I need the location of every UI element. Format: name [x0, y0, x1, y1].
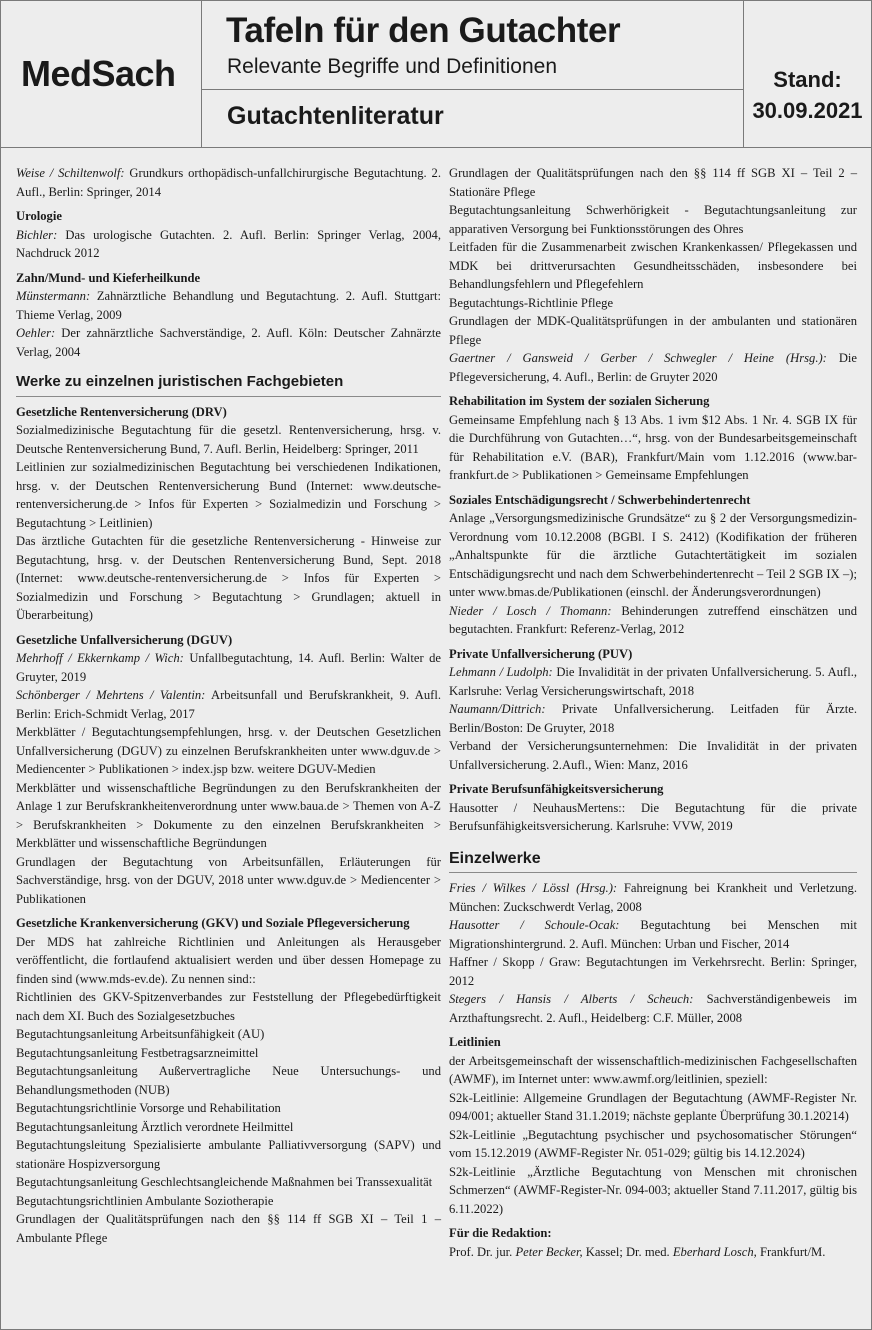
- logo: MedSach: [21, 53, 176, 94]
- page-title: Tafeln für den Gutachter: [226, 11, 621, 50]
- list-item: Der MDS hat zahlreiche Richtlinien und Anleitungen als Herausgeber veröffentlicht, die fortlaufend aktualisiert werden und über dessen Homepage zu finden sind (www.mds-ev.de). Zu nennen sind::: [16, 934, 441, 986]
- reference-text: Arbeitsunfall und Berufskrankheit, 9. Aufl. Berlin: Erich-Schmidt Verlag, 2017: [16, 688, 441, 721]
- list-item: Begutachtungsleitung Spezialisierte ambulante Palliativversorgung (SAPV) und stationäre Hospizversorgung: [16, 1138, 441, 1171]
- list-item: Anlage „Versorgungsmedizinische Grundsätze“ zu § 2 der Versorgungsmedizin-Verordnung vom 10.12.2008 (BGBl. I S. 2412) (Kodifikation der früheren „Anhaltspunkte für die ärztliche Gutachtertätigkeit im sozialen Entschädigungsrecht und nach dem Schwerbehindertenrecht – Teil 2 SGB IX –); unter www.bmas.de/Publikationen (einschl. der Änderungsverordnungen): [449, 511, 857, 599]
- reference-text: Die Pflegeversicherung, 4. Aufl., Berlin: de Gruyter 2020: [449, 351, 858, 384]
- left-column: [16, 164, 441, 1247]
- list-item: [16, 649, 441, 686]
- reference-text: Private Unfallversicherung. Leitfaden für Ärzte. Berlin/Boston: De Gruyter, 2018: [449, 702, 857, 735]
- list-item: Begutachtungs-Richtlinie Pflege: [449, 295, 614, 310]
- list-item: [449, 916, 857, 953]
- subsection-heading: Zahn/Mund- und Kieferheilkunde: [16, 270, 201, 285]
- author: Nieder / Losch / Thomann:: [449, 603, 612, 618]
- subsection-heading: Gesetzliche Krankenversicherung (GKV) und Soziale Pflegeversicherung: [16, 916, 410, 930]
- list-item: Gemeinsame Empfehlung nach § 13 Abs. 1 ivm $12 Abs. 1 Nr. 4. SGB IX für die Durchführung von Gutachten…“, hrsg. von der Bundesarbeitsgemeinschaft für Rehabilitation e.V. (BAR), Frankfurt/Main vom 1.12.2016 (www.bar-frankfurt.de > Publikationen > Gemeinsame Empfehlungen: [449, 412, 857, 482]
- section-heading: Werke zu einzelnen juristischen Fachgebieten: [16, 373, 441, 397]
- list-item: Leitlinien zur sozialmedizinischen Begutachtung bei verschiedenen Indikationen, hrsg. v. der Deutschen Rentenversicherung Bund (Internet: www.deutsche-rentenversicherung.de > Infos für Experten > Sozialmedizin und Forschung > Begutachtung > Leitlinien): [16, 460, 441, 530]
- list-item: [16, 686, 441, 723]
- author: Naumann/Dittrich:: [449, 702, 546, 716]
- section-heading: Einzelwerke: [449, 850, 857, 874]
- editor-title: Kassel; Dr. med.: [582, 1244, 673, 1259]
- list-item: Begutachtungsanleitung Ärztlich verordnete Heilmittel: [16, 1119, 294, 1134]
- subsection-heading: Private Berufsunfähigkeitsversicherung: [449, 782, 664, 796]
- reference-text: Grundkurs orthopädisch-unfallchirurgische Begutachtung. 2. Aufl., Berlin: Springer, 2014: [16, 166, 441, 199]
- author: Stegers / Hansis / Alberts / Scheuch:: [449, 992, 694, 1006]
- list-item: S2k-Leitlinie „Begutachtung psychischer und psychosomatischer Störungen“ vom 15.12.2019 (AWMF-Register Nr. 051-029; gültig bis 14.12.2024): [449, 1127, 857, 1160]
- editor-name: Eberhard Losch,: [672, 1244, 757, 1259]
- section-title: Gutachtenliteratur: [227, 102, 444, 130]
- author: Hausotter / Schoule-Ocak:: [449, 918, 620, 932]
- list-item: Begutachtungsrichtlinie Vorsorge und Rehabilitation: [16, 1101, 281, 1115]
- reference-text: Die Invalidität in der privaten Unfallversicherung. 5. Aufl., Karlsruhe: Verlag Versicherungswirtschaft, 2018: [449, 665, 857, 698]
- subsection-heading: Für die Redaktion:: [449, 1226, 552, 1240]
- editor-title: Prof. Dr. jur.: [449, 1244, 516, 1259]
- list-item: Sozialmedizinische Begutachtung für die gesetzl. Rentenversicherung, hrsg. v. Deutsche Rentenversicherung Bund, 7. Aufl. Berlin, Heidelberg: Springer, 2011: [16, 423, 441, 456]
- reference-text: Zahnärztliche Behandlung und Begutachtung. 2. Aufl. Stuttgart: Thieme Verlag, 2009: [16, 289, 441, 322]
- list-item: [449, 879, 857, 916]
- list-item: [16, 164, 441, 201]
- list-item: Begutachtungsrichtlinien Ambulante Soziotherapie: [16, 1193, 274, 1208]
- author: Schönberger / Mehrtens / Valentin:: [16, 688, 206, 702]
- list-item: Merkblätter / Begutachtungsempfehlungen, hrsg. v. der Deutschen Gesetzlichen Unfallversicherung (DGUV) zu einzelnen Berufskrankheiten unter www.dguv.de > Mediencenter > Publikationen > index.jsp bzw. weitere DGUV-Medien: [16, 725, 441, 776]
- right-column: [449, 164, 857, 1261]
- list-item: Begutachtungsanleitung Schwerhörigkeit - Begutachtungsanleitung zur apparativen Versorgung bei Funktionsstörungen des Ohres: [449, 203, 857, 236]
- list-item: Begutachtungsanleitung Arbeitsunfähigkeit (AU): [16, 1027, 265, 1041]
- list-item: [449, 990, 857, 1027]
- author: Oehler:: [16, 326, 56, 340]
- author: Weise / Schiltenwolf:: [16, 166, 125, 180]
- subsection-heading: Soziales Entschädigungsrecht / Schwerbehindertenrecht: [449, 492, 751, 507]
- reference-text: Unfallbegutachtung, 14. Aufl. Berlin: Walter de Gruyter, 2019: [16, 651, 441, 684]
- author: Gaertner / Gansweid / Gerber / Schwegler / Heine (Hrsg.):: [449, 351, 827, 365]
- header: [1, 1, 871, 148]
- author: Münstermann:: [16, 289, 91, 303]
- list-item: Merkblätter und wissenschaftliche Begründungen zu den Berufskrankheiten der Anlage 1 zur Berufskrankheitenverordnung unter www.baua.de > Themen von A-Z > Berufskrankheiten > Dokumente zu den einzelnen Berufskrankheiten > Merkblätter und wissenschaftliche Begründungen: [16, 780, 441, 850]
- reference-text: Behinderungen zutreffend einschätzen und begutachten. Frankfurt: Referenz-Verlag, 2012: [449, 603, 857, 636]
- list-item: Verband der Versicherungsunternehmen: Die Invalidität in der privaten Unfallversicherung. 2.Aufl., Wien: Manz, 2016: [449, 739, 857, 772]
- author: Bichler:: [16, 227, 58, 242]
- stand-date: 30.09.2021: [752, 98, 863, 123]
- list-item: [16, 226, 441, 263]
- editor-name: Peter Becker,: [515, 1244, 583, 1259]
- subsection-heading: Gesetzliche Unfallversicherung (DGUV): [16, 632, 233, 647]
- editor-city: Frankfurt/M.: [756, 1244, 826, 1259]
- list-item: S2k-Leitlinie „Ärztliche Begutachtung von Menschen mit chronischen Schmerzen“ (AWMF-Register-Nr. 094-003; aktueller Stand 7.11.2017, gültig bis 6.11.2022): [449, 1164, 857, 1216]
- subsection-heading: Urologie: [16, 209, 62, 223]
- list-item: Das ärztliche Gutachten für die gesetzliche Rentenversicherung - Hinweise zur Begutachtung, hrsg. v. der Deutschen Rentenversicherung Bund, Sept. 2018 (Internet: www.deutsche-rentenversicherung.de > Infos für Experten > Sozialmedizin und Forschung > Begutachtung > Grundlagen; aktuell in Überarbeitung): [16, 534, 441, 622]
- list-item: [449, 700, 857, 737]
- list-item: [449, 349, 857, 386]
- list-item: Grundlagen der MDK-Qualitätsprüfungen in der ambulanten und stationären Pflege: [449, 314, 857, 347]
- stand-label: Stand:: [773, 67, 842, 92]
- page-subtitle: Relevante Begriffe und Definitionen: [227, 55, 558, 78]
- reference-text: Der zahnärztliche Sachverständige, 2. Aufl. Köln: Deutscher Zahnärzte Verlag, 2004: [16, 326, 441, 359]
- title-box: [202, 1, 744, 147]
- title-divider: [202, 89, 743, 90]
- reference-text: Sachverständigenbeweis im Arzthaftungsrecht. 2. Aufl., Heidelberg: C.F. Müller, 2008: [449, 992, 857, 1025]
- list-item: Haffner / Skopp / Graw: Begutachtungen im Verkehrsrecht. Berlin: Springer, 2012: [449, 955, 857, 988]
- list-item: Begutachtungsanleitung Geschlechtsangleichende Maßnahmen bei Transsexualität: [16, 1175, 433, 1189]
- editors: [449, 1243, 857, 1262]
- subsection-heading: Rehabilitation im System der sozialen Sicherung: [449, 394, 710, 408]
- list-item: Begutachtungsanleitung Außervertragliche Neue Untersuchungs- und Behandlungsmethoden (NUB): [16, 1064, 441, 1097]
- reference-text: Das urologische Gutachten. 2. Aufl. Berlin: Springer Verlag, 2004, Nachdruck 2012: [16, 227, 441, 260]
- list-item: [16, 287, 441, 324]
- subsection-heading: Gesetzliche Rentenversicherung (DRV): [16, 404, 227, 419]
- list-item: Hausotter / NeuhausMertens:: Die Begutachtung für die private Berufsunfähigkeitsversicherung. Karlsruhe: VVW, 2019: [449, 800, 857, 833]
- list-item: Leitfaden für die Zusammenarbeit zwischen Krankenkassen/ Pflegekassen und MDK bei drittverursachten Gesundheitsschäden, insbesondere bei Behandlungsfehlern und Pflegefehlern: [449, 240, 857, 291]
- author: Lehmann / Ludolph:: [449, 665, 553, 679]
- subsection-heading: Leitlinien: [449, 1035, 501, 1049]
- list-item: [449, 663, 857, 700]
- reference-text: Begutachtung bei Menschen mit Migrationshintergrund. 2. Aufl. München: Urban und Fischer, 2014: [449, 918, 858, 951]
- reference-text: Fahreignung bei Krankheit und Verletzung. München: Zuckschwerdt Verlag, 2008: [449, 881, 857, 914]
- list-item: Grundlagen der Begutachtung von Arbeitsunfällen, Erläuterungen für Sachverständige, hrsg. von der DGUV, 2018 unter www.dguv.de > Mediencenter > Publikationen: [16, 854, 441, 906]
- author: Fries / Wilkes / Lössl (Hrsg.):: [449, 881, 618, 895]
- list-item: der Arbeitsgemeinschaft der wissenschaftlich-medizinischen Fachgesellschaften (AWMF), im Internet unter: www.awmf.org/leitlinien, speziell:: [449, 1053, 857, 1086]
- subsection-heading: Private Unfallversicherung (PUV): [449, 646, 633, 661]
- list-item: Begutachtungsanleitung Festbetragsarzneimittel: [16, 1045, 259, 1060]
- logo-box: [1, 1, 202, 147]
- list-item: [16, 324, 441, 361]
- list-item: [449, 602, 857, 639]
- list-item: Grundlagen der Qualitätsprüfungen nach den §§ 114 ff SGB XI – Teil 2 – Stationäre Pflege: [449, 166, 857, 199]
- list-item: S2k-Leitlinie: Allgemeine Grundlagen der Begutachtung (AWMF-Register Nr. 094/001; aktueller Stand 31.1.2019; nächste geplante Überprüfung 30.1.20214): [449, 1090, 857, 1123]
- author: Mehrhoff / Ekkernkamp / Wich:: [16, 651, 184, 665]
- list-item: Richtlinien des GKV-Spitzenverbandes zur Feststellung der Pflegebedürftigkeit nach dem XI. Buch des Sozialgesetzbuches: [16, 990, 441, 1023]
- list-item: Grundlagen der Qualitätsprüfungen nach den §§ 114 ff SGB XI – Teil 1 – Ambulante Pflege: [16, 1212, 441, 1245]
- stand-box: [744, 1, 871, 147]
